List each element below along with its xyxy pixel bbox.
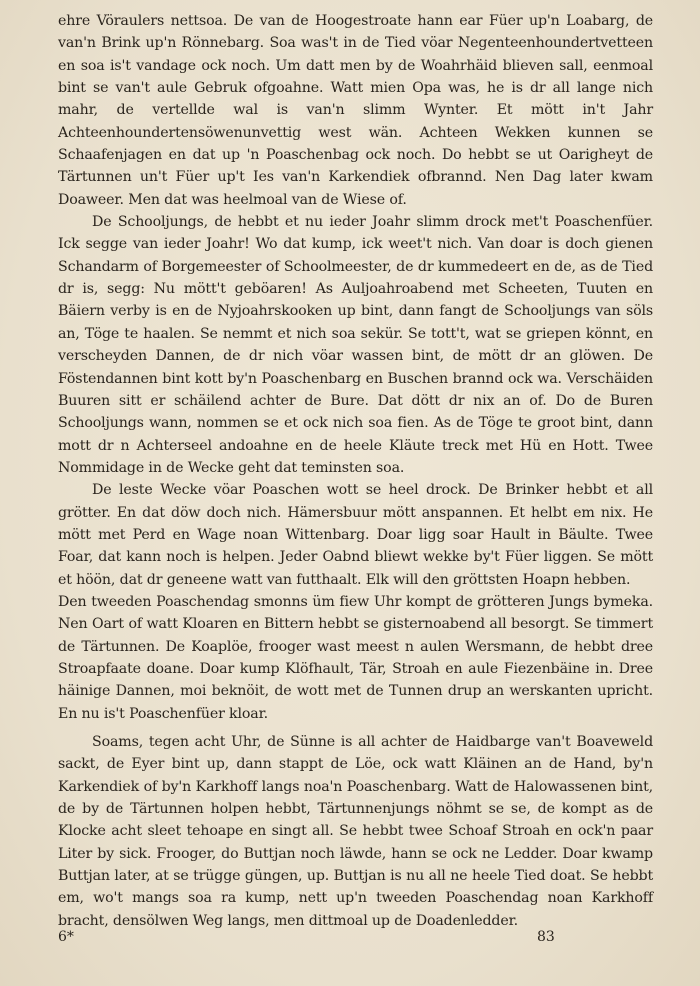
- paragraph-1: ehre Vöraulers nettsoa. De van de Hoogestroate hann ear Füer up'n Loabarg, de van'n Brink up'n Rönnebarg. Soa was't in de Tied vöar Negenteenhoundertvetteen en soa is't vandage ock noch. Um datt men by de Woahrhäid blieven sall, eenmoal bint se van't aule Gebruk ofgoahne. Watt mien Opa was, he is dr all lange nich mahr, de vertellde wal is van'n slimm Wynter. Et mött in't Jahr Achteenhoundertensöwenunvettig west wän. Achteen Wekken kunnen se Schaafenjagen en dat up 'n Poaschenbag ock noch. Do hebbt se ut Oarigheyt de Tärtunnen un't Füer up't Ies van'n Karkendiek ofbrannd. Nen Dag later kwam Doaweer. Men dat was heelmoal van de Wiese of.: [58, 13, 653, 208]
- body-text: [58, 10, 653, 932]
- page-number: 83: [537, 929, 555, 945]
- paragraph-5: Soams, tegen acht Uhr, de Sünne is all achter de Haidbarge van't Boaveweld sackt, de Eyer bint up, dann stappt de Löe, ock watt Kläinen an de Hand, by'n Karkendiek of by'n Karkhoff langs noa'n Poaschenbarg. Watt de Halowassenen bint, de by de Tärtunnen holpen hebbt, Tärtunnenjungs nöhmt se se, de kompt as de Klocke acht sleet tehoape en singt all. Se hebbt twee Schoaf Stroah en ock'n paar Liter by sick. Frooger, do Buttjan noch läwde, hann se ock ne Ledder. Doar kwamp Buttjan later, at se trügge güngen, up. Buttjan is nu all ne heele Tied doat. Se hebbt em, wo't mangs soa ra kump, nett up'n tweeden Poaschendag noan Karkhoff bracht, densölwen Weg langs, men dittmoal up de Doadenledder.: [58, 734, 653, 929]
- signature-mark: 6*: [58, 929, 74, 945]
- paragraph-4: Den tweeden Poaschendag smonns üm fiew Uhr kompt de grötteren Jungs bymeka. Nen Oart of watt Kloaren en Bittern hebbt se gisternoabend all besorgt. Se timmert de Tärtunnen. De Koaplöe, frooger wast meest n aulen Wersmann, de hebbt dree Stroapfaate doane. Doar kump Klöfhault, Tär, Stroah en aule Fiezenbäine in. Dree häinige Dannen, moi beknöit, de wott met de Tunnen drup an werskanten upricht. En nu is't Poaschenfüer kloar.: [58, 593, 653, 722]
- paragraph-3: De leste Wecke vöar Poaschen wott se heel drock. De Brinker hebbt et all grötter. En dat döw doch nich. Hämersbuur mött anspannen. Et helbt em nix. He mött met Perd en Wage noan Wittenbarg. Doar ligg soar Hault in Bäulte. Twee Foar, dat kann noch is helpen. Jeder Oabnd bliewt wekke by't Füer liggen. Se mött et höön, dat dr geneene watt van futthaalt. Elk will den gröttsten Hoapn hebben.: [58, 482, 653, 588]
- paragraph-2: De Schooljungs, de hebbt et nu ieder Joahr slimm drock met't Poaschenfüer. Ick segge van ieder Joahr! Wo dat kump, ick weet't nich. Van doar is doch gienen Schandarm of Borgemeester of Schoolmeester, de dr kummedeert en de, as de Tied dr is, segg: Nu mött't geböaren! As Auljoahroabend met Scheeten, Tuuten en Bäiern verby is en de Nyjoahrskooken up bint, dann fangt de Schooljungs van söls an, Töge te haalen. Se nemmt et nich soa sekür. Se tott't, wat se griepen könnt, en verscheyden Dannen, de dr nich vöar wassen bint, de mött dr an glöwen. De Föstendannen bint kott by'n Poaschenbarg en Buschen brannd ock wa. Verschäiden Buuren sitt er schäilend achter de Bure. Dat dött dr nix an of. Do de Buren Schooljungs wann, nommen se et ock nich soa fien. As de Töge te groot bint, dann mott dr n Achterseel andoahne en de heele Kläute treck met Hü en Hott. Twee Nommidage in de Wecke geht dat teminsten soa.: [58, 214, 653, 476]
